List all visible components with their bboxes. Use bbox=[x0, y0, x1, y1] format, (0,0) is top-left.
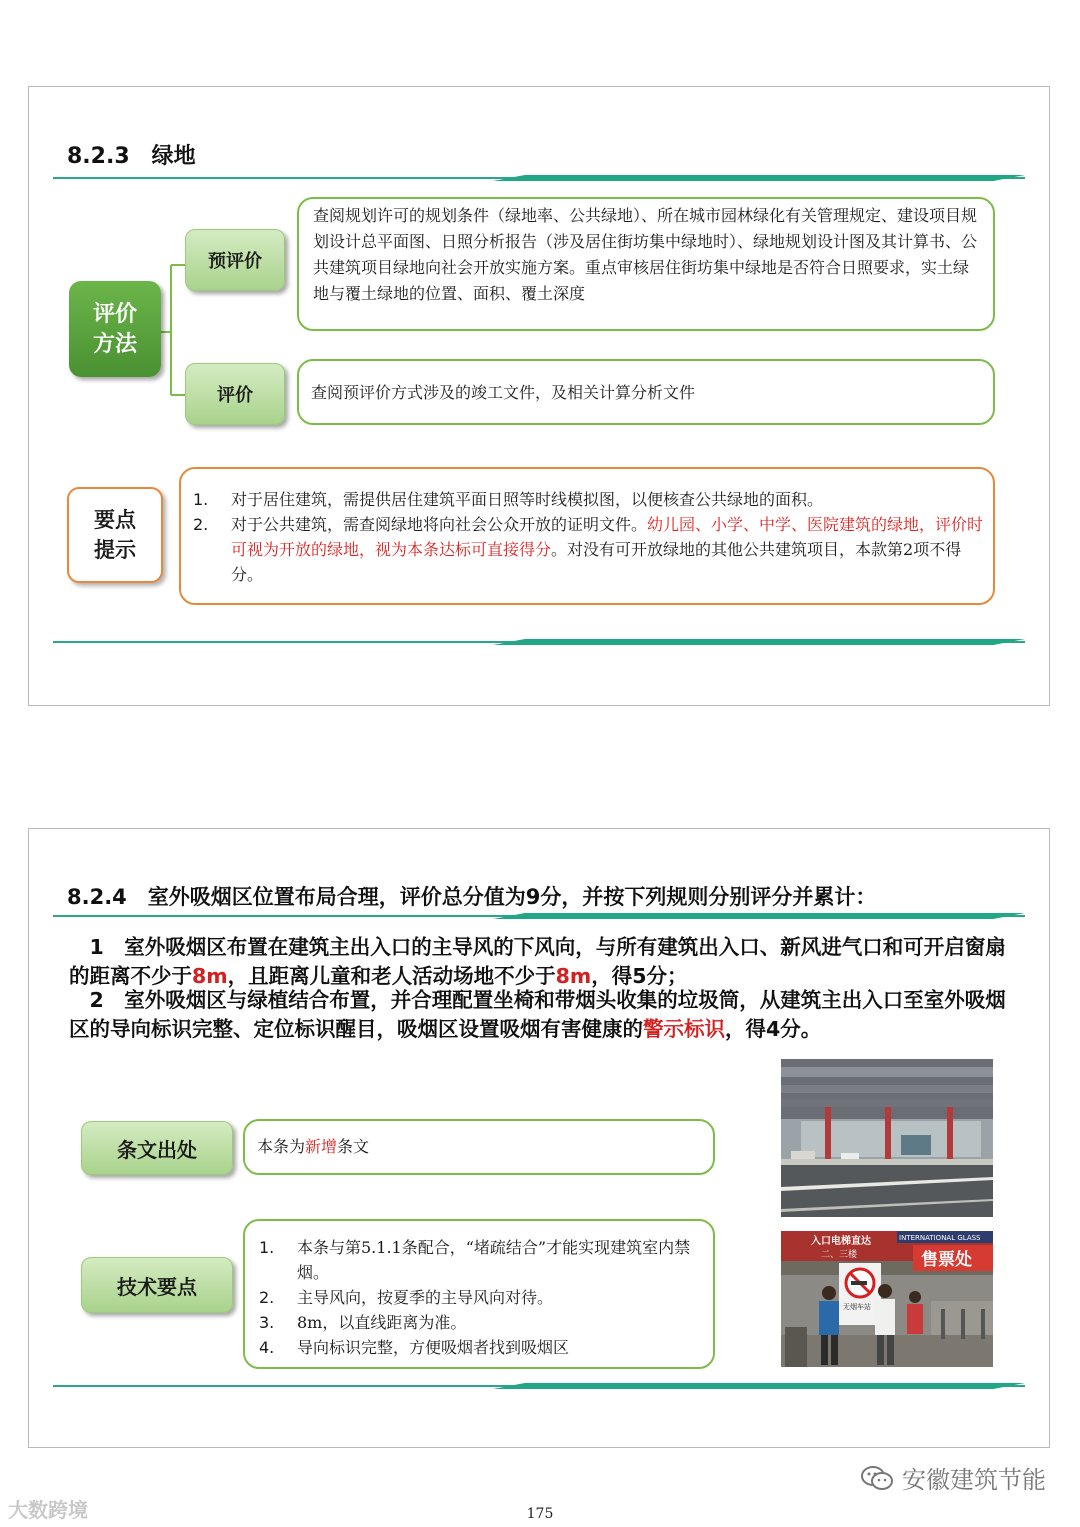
label-line-2: 提示 bbox=[94, 537, 136, 562]
divider-bottom bbox=[53, 639, 1025, 646]
list-item bbox=[193, 487, 985, 512]
text-normal: 1 室外吸烟区布置在建筑主出入口的主导风的下风向，与所有建筑出入口、新风进气口和可开启窗扇的距离不少于 bbox=[69, 935, 1006, 988]
text-highlight: 警示标识 bbox=[643, 1017, 725, 1041]
label-line-1: 评价 bbox=[92, 301, 137, 327]
text-highlight: 8m bbox=[192, 964, 228, 988]
sign-no-smoking: 无烟车站 bbox=[843, 1303, 871, 1311]
list-text: 对于居住建筑，需提供居住建筑平面日照等时线模拟图，以便核查公共绿地的面积。 bbox=[231, 490, 824, 509]
evaluation-text: 查阅预评价方式涉及的竣工文件，及相关计算分析文件 bbox=[311, 383, 696, 402]
list-text bbox=[231, 512, 985, 587]
text-normal: 2 室外吸烟区与绿植结合布置，并合理配置坐椅和带烟头收集的垃圾筒，从建筑主出入口至室外吸烟区的导向标识完整、定位标识醒目，吸烟区设置吸烟有害健康的 bbox=[69, 988, 1006, 1041]
watermark-text: 安徽建筑节能 bbox=[902, 1466, 1046, 1494]
evaluation-method-label bbox=[69, 281, 161, 377]
evaluation-label: 评价 bbox=[185, 363, 285, 425]
list-item bbox=[193, 512, 985, 587]
text-highlight: 新增 bbox=[305, 1137, 338, 1156]
text-normal: 对于公共建筑，需查阅绿地将向社会公众开放的证明文件。 bbox=[231, 515, 648, 534]
slide-green-space bbox=[28, 86, 1050, 706]
list-text: 导向标识完整，方便吸烟者找到吸烟区 bbox=[297, 1338, 570, 1357]
label-line-1: 要点 bbox=[94, 507, 136, 532]
divider-top bbox=[53, 913, 1025, 920]
divider-top bbox=[53, 175, 1025, 182]
rule-2 bbox=[69, 986, 1019, 1044]
sign-elevator: 入口电梯直达 bbox=[811, 1236, 871, 1247]
tech-points-list bbox=[259, 1235, 709, 1360]
list-item bbox=[259, 1310, 709, 1335]
text-highlight: 8m bbox=[555, 964, 592, 988]
list-number: 4. bbox=[259, 1338, 275, 1357]
source-text bbox=[257, 1134, 369, 1160]
text-normal: ，得5分； bbox=[591, 964, 688, 988]
source-label: 条文出处 bbox=[81, 1121, 233, 1175]
section-heading: 8.2.3 绿地 bbox=[67, 144, 196, 169]
label-line-2: 方法 bbox=[92, 331, 137, 357]
terminal-photo bbox=[781, 1059, 993, 1217]
key-tips-label bbox=[67, 487, 163, 583]
sign-ticket: 售票处 bbox=[921, 1250, 972, 1270]
watermark-text: 大数跨境 bbox=[8, 1498, 88, 1522]
list-text: 本条与第5.1.1条配合，“堵疏结合”才能实现建筑室内禁烟。 bbox=[297, 1238, 691, 1282]
list-item bbox=[259, 1335, 709, 1360]
list-number: 2. bbox=[259, 1288, 275, 1307]
divider-bottom bbox=[53, 1383, 1025, 1390]
key-tips-list bbox=[193, 487, 985, 587]
tech-points-label: 技术要点 bbox=[81, 1257, 233, 1313]
list-item bbox=[259, 1285, 709, 1310]
text-highlight: 幼儿园、小学、中学、医院建筑的绿地，评价时可视为开放的绿地，视为本条达标可直接得分 bbox=[231, 515, 984, 559]
text-normal: ，且距离儿童和老人活动场地不少于 bbox=[227, 964, 556, 988]
wechat-icon bbox=[860, 1464, 894, 1492]
sign-floors: 二、三楼 bbox=[821, 1250, 858, 1260]
list-number: 2. bbox=[193, 515, 209, 534]
text-normal: 。对没有可开放绿地的其他公共建筑项目，本款第2项不得分。 bbox=[231, 540, 962, 584]
text-normal: ，得4分。 bbox=[725, 1017, 822, 1041]
text-normal: 本条为 bbox=[257, 1137, 306, 1156]
list-text: 主导风向，按夏季的主导风向对待。 bbox=[297, 1288, 554, 1307]
list-number: 3. bbox=[259, 1313, 275, 1332]
sign-international: INTERNATIONAL GLASS bbox=[899, 1234, 981, 1242]
pre-evaluation-text: 查阅规划许可的规划条件（绿地率、公共绿地）、所在城市园林绿化有关管理规定、建设项目规划设计总平面图、日照分析报告（涉及居住街坊集中绿地时）、绿地规划设计图及其计算书、公共建筑项目绿地向社会开放实施方案。重点审核居住街坊集中绿地是否符合日照要求，实土绿地与覆土绿地的位置、面积、覆土深度 bbox=[313, 206, 978, 303]
wechat-watermark bbox=[860, 1460, 1046, 1495]
list-number: 1. bbox=[259, 1238, 275, 1257]
page-number: 175 bbox=[526, 1506, 554, 1522]
list-text: 8m，以直线距离为准。 bbox=[297, 1313, 467, 1332]
section-heading: 8.2.4 室外吸烟区位置布局合理，评价总分值为9分，并按下列规则分别评分并累计： bbox=[67, 885, 877, 909]
rule-1 bbox=[69, 933, 1019, 991]
no-smoking-sign-photo bbox=[781, 1231, 993, 1367]
text-normal: 条文 bbox=[337, 1137, 370, 1156]
pre-evaluation-label: 预评价 bbox=[185, 229, 285, 291]
list-item bbox=[259, 1235, 709, 1285]
list-number: 1. bbox=[193, 490, 209, 509]
slide-smoking-area bbox=[28, 828, 1050, 1448]
